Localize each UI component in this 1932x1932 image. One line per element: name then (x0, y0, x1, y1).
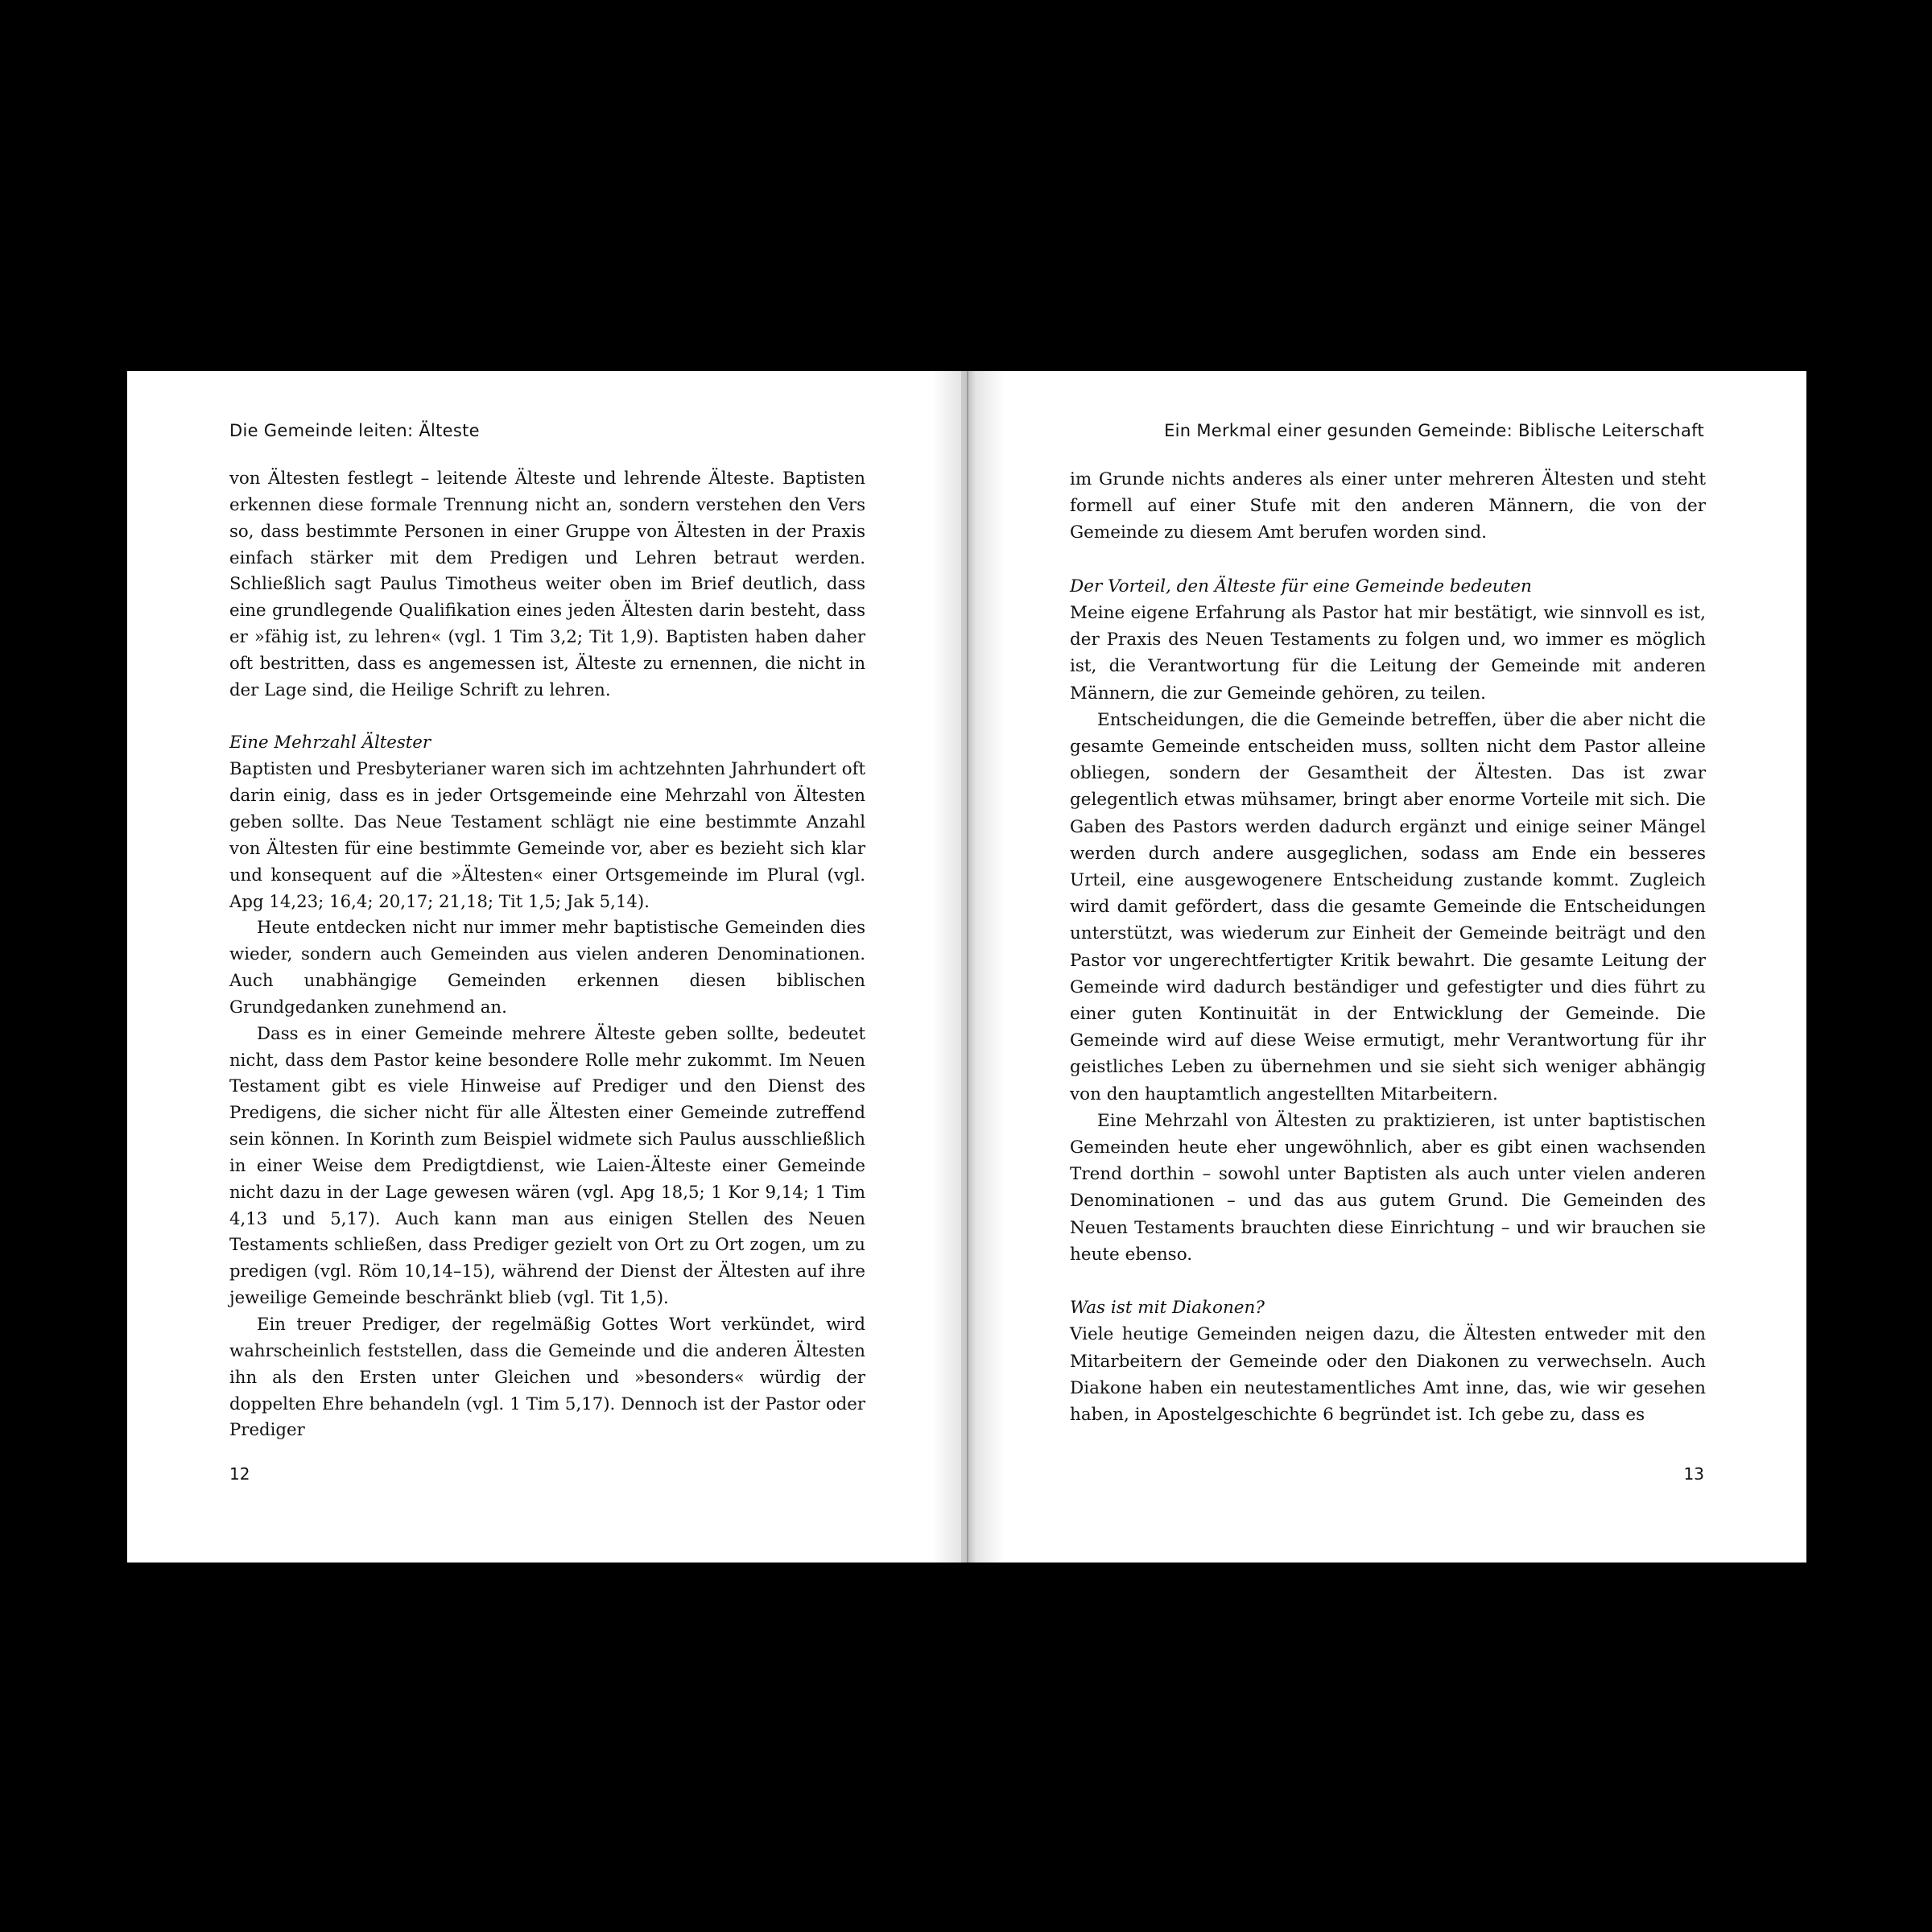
paragraph: Dass es in einer Gemeinde mehrere Älteste geben sollte, bedeutet nicht, dass dem Pastor keine besondere Rolle mehr zukommt. Im Neuen Testament gibt es viele Hinweise auf Prediger und den Dienst des Predigens, die sicher nicht für alle Ältesten einer Gemeinde zutreffend sein können. In Korinth zum Beispiel widmete sich Paulus ausschließlich in einer Weise dem Predigtdienst, wie Laien-Älteste einer Gemeinde nicht dazu in der Lage gewesen wären (vgl. Apg 18,5; 1 Kor 9,14; 1 Tim 4,13 und 5,17). Auch kann man aus einigen Stellen des Neuen Testaments schließen, dass Prediger gezielt von Ort zu Ort zogen, um zu predigen (vgl. Röm 10,14–15), während der Dienst der Ältesten auf ihre jeweilige Gemeinde beschränkt blieb (vgl. Tit 1,5). (229, 1023, 865, 1309)
paragraph: von Ältesten festlegt – leitende Älteste und lehrende Älteste. Baptisten erkennen diese formale Trennung nicht an, sondern verstehen den Vers so, dass bestimmte Personen in einer Gruppe von Ältesten in der Praxis einfach stärker mit dem Predigen und Lehren betraut werden. Schließlich sagt Paulus Timotheus weiter oben im Brief deutlich, dass eine grundlegende Qualifikation eines jeden Ältesten darin besteht, dass er »fähig ist, zu lehren« (vgl. 1 Tim 3,2; Tit 1,9). Baptisten haben daher oft bestritten, dass es angemessen ist, Älteste zu ernennen, die nicht in der Lage sind, die Heilige Schrift zu lehren. (229, 469, 865, 700)
paragraph: Entscheidungen, die die Gemeinde betreffen, über die aber nicht die gesamte Gemeinde entscheiden muss, sollten nicht dem Pastor alleine obliegen, sondern der Gesamtheit der Ältesten. Das ist zwar gelegentlich etwas mühsamer, bringt aber enorme Vorteile mit sich. Die Gaben des Pastors werden dadurch ergänzt und einige seiner Mängel werden durch andere ausgeglichen, sodass am Ende ein besseres Urteil, eine ausgewogenere Entscheidung zustande kommt. Zugleich wird damit gefördert, dass die gesamte Gemeinde die Entscheidungen unterstützt, was wiederum zur Einheit der Gemeinde beiträgt und den Pastor vor ungerechtfertigter Kritik bewahrt. Die gesamte Leitung der Gemeinde wird dadurch beständiger und gefestigter und dies führt zu einer guten Kontinuität in der Entwicklung der Gemeinde. Die Gemeinde wird auf diese Weise ermutigt, mehr Verantwortung für ihr geistliches Leben zu übernehmen und sie sieht sich weniger abhängig von den hauptamtlich angestellten Mitarbeitern. (1070, 709, 1706, 1104)
page-number-right: 13 (1683, 1464, 1704, 1484)
book-spine-fold (967, 371, 968, 1563)
page-number-left: 12 (229, 1464, 250, 1484)
right-page (968, 371, 1806, 1563)
left-page-body (229, 466, 865, 1444)
paragraph: Baptisten und Presbyterianer waren sich im achtzehnten Jahrhundert oft darin einig, dass es in jeder Ortsgemeinde eine Mehrzahl von Ältesten geben sollte. Das Neue Testament schlägt nie eine bestimmte Anzahl von Ältesten für eine bestimmte Gemeinde vor, aber es bezieht sich klar und konsequent auf die »Ältesten« einer Ortsgemeinde im Plural (vgl. Apg 14,23; 16,4; 20,17; 21,18; Tit 1,5; Jak 5,14). (229, 759, 865, 912)
section-heading: Was ist mit Diakonen? (1070, 1298, 1265, 1319)
paragraph: Viele heutige Gemeinden neigen dazu, die Ältesten entweder mit den Mitarbeitern der Gemeinde oder den Diakonen zu verwechseln. Auch Diakone haben ein neutestamentliches Amt inne, das, wie wir gesehen haben, in Apostelgeschichte 6 begründet ist. Ich gebe zu, dass es (1070, 1324, 1706, 1426)
right-page-body (1070, 466, 1706, 1428)
left-page (127, 371, 961, 1563)
paragraph: Eine Mehrzahl von Ältesten zu praktizieren, ist unter baptistischen Gemeinden heute eher ungewöhnlich, aber es gibt einen wachsenden Trend dorthin – sowohl unter Baptisten als auch unter vielen anderen Denominationen – und das aus gutem Grund. Die Gemeinden des Neuen Testaments brauchten diese Einrichtung – und wir brauchen sie heute ebenso. (1070, 1110, 1706, 1265)
running-head-left: Die Gemeinde leiten: Älteste (229, 421, 480, 440)
paragraph: Heute entdecken nicht nur immer mehr baptistische Gemeinden dies wieder, sondern auch Gemeinden aus vielen anderen Denominationen. Auch unabhängige Gemeinden erkennen diesen biblischen Grundgedanken zunehmend an. (229, 918, 865, 1018)
book-spread (127, 371, 1806, 1563)
paragraph: im Grunde nichts anderes als einer unter mehreren Ältesten und steht formell auf einer Stufe mit den anderen Männern, die von der Gemeinde zu diesem Amt berufen worden sind. (1070, 469, 1706, 543)
section-heading: Eine Mehrzahl Ältester (229, 733, 431, 753)
section-heading: Der Vorteil, den Älteste für eine Gemeinde bedeuten (1070, 576, 1532, 597)
paragraph: Meine eigene Erfahrung als Pastor hat mir bestätigt, wie sinnvoll es ist, der Praxis des Neuen Testaments zu folgen und, wo immer es möglich ist, die Verantwortung für die Leitung der Gemeinde mit anderen Männern, die zur Gemeinde gehören, zu teilen. (1070, 603, 1706, 704)
running-head-right: Ein Merkmal einer gesunden Gemeinde: Biblische Leiterschaft (1164, 421, 1704, 440)
paragraph: Ein treuer Prediger, der regelmäßig Gottes Wort verkündet, wird wahrscheinlich feststellen, dass die Gemeinde und die anderen Ältesten ihn als den Ersten unter Gleichen und »besonders« würdig der doppelten Ehre behandeln (vgl. 1 Tim 5,17). Dennoch ist der Pastor oder Prediger (229, 1315, 865, 1441)
